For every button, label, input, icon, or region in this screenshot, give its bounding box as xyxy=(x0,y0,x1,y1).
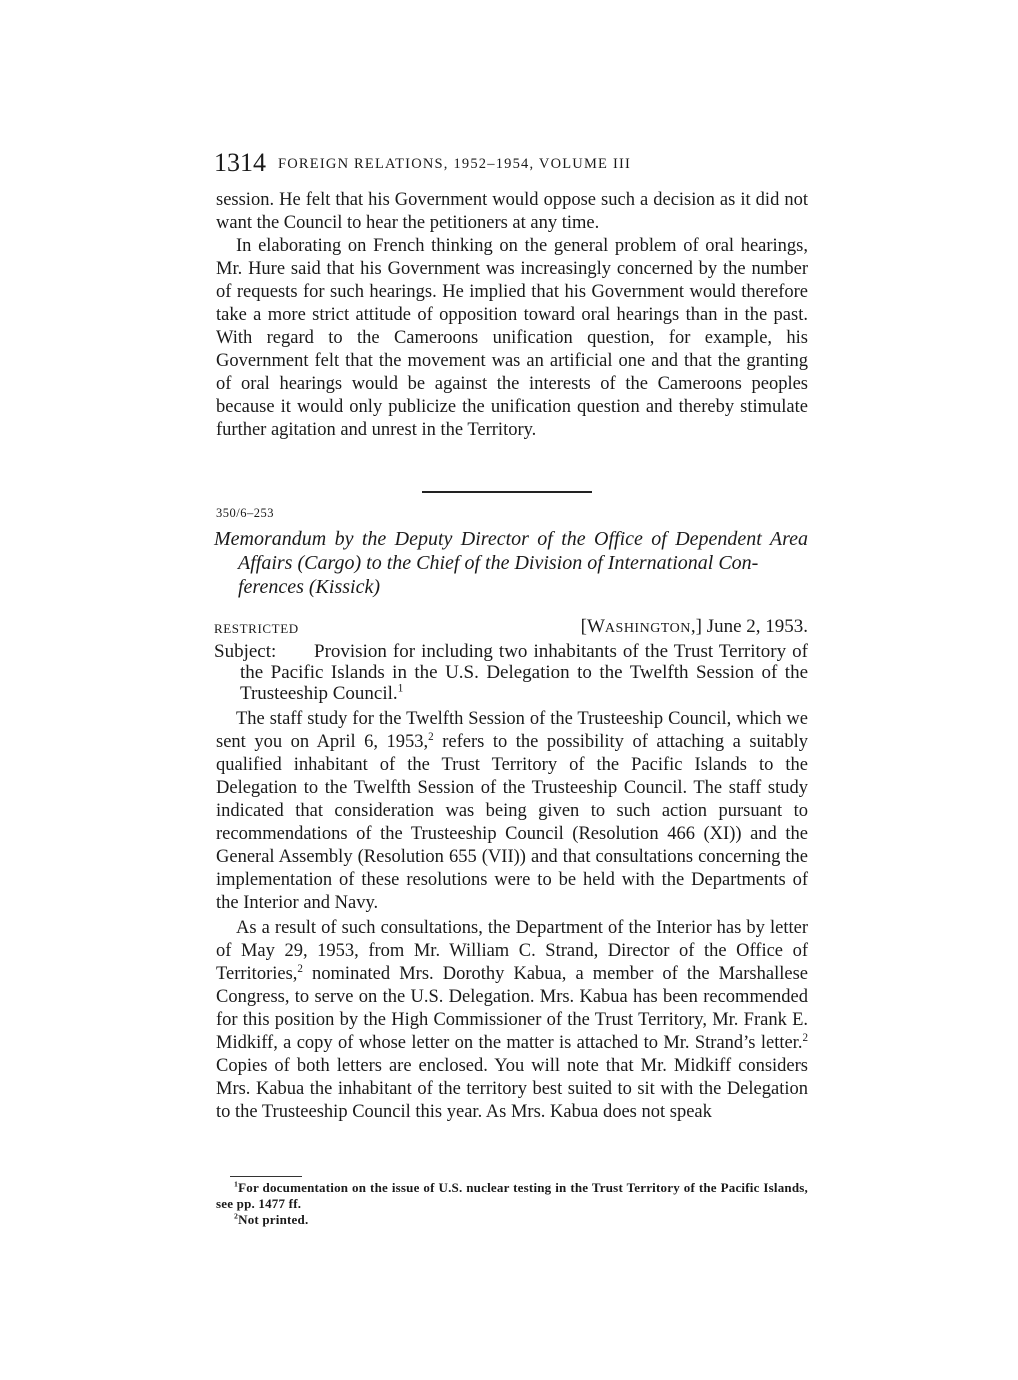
document-meta xyxy=(214,616,808,640)
document-title-line: Memorandum by the Deputy Director of the Office of Dependent Area xyxy=(214,528,808,550)
dateline: [WASHINGTON,] June 2, 1953. xyxy=(580,616,808,637)
memorandum-body xyxy=(216,708,808,1124)
footnote-ref: 2 xyxy=(428,730,434,743)
file-number: 350/6–253 xyxy=(216,506,274,520)
paragraph-oral-hearings: In elaborating on French thinking on the general problem of oral hearings, Mr. Hure said that his Government was increasingly concerned by the number of requests for such hearings. He implied that his Government would therefore take a more strict attitude of opposition toward oral hearings than in the past. With regard to the Cameroons unification question, for example, his Government felt that the movement was an artificial one and that the granting of oral hearings would be against the interests of the Cameroons peoples because it would only publicize the unification question and thereby stimulate further agitation and unrest in the Territory. xyxy=(216,236,808,440)
subject-text: Provision for including two inhabitants of the Trust Territory of the Pacific Islands in the U.S. Delegation to the Twelfth Session of the Trusteeship Council.$^1$ xyxy=(240,641,808,704)
paragraph-consultations: As a result of such consultations, the Department of the Interior has by letter of May 29, 1953, from Mr. William C. Strand, Director of the Office of Territories,$^2$ nominated Mrs. Dorothy Kabua, a member of the Marshallese Congress, to serve on the U.S. Delegation. Mrs. Kabua has been recommended for this position by the High Commissioner of the Trust Territory, Mr. Frank E. Midkiff, a copy of whose letter on the matter is attached to Mr. Strand’s letter.$^2$ Copies of both letters are enclosed. You will note that Mr. Midkiff considers Mrs. Kabua the inhabitant of the territory best suited to sit with the Delegation to the Trusteeship Council this year. As Mrs. Kabua does not speak xyxy=(216,918,808,1122)
document-title xyxy=(214,527,808,599)
section-divider xyxy=(422,491,592,493)
continued-text xyxy=(216,189,808,442)
footnote: $^2$Not printed. xyxy=(234,1211,309,1227)
subject-label: Subject: xyxy=(214,641,277,662)
footnote-divider xyxy=(230,1176,302,1177)
footnote-ref: 2 xyxy=(802,1031,808,1044)
running-header xyxy=(214,148,814,178)
classification-marking: RESTRICTED xyxy=(214,621,299,636)
footnote-ref: 1 xyxy=(397,682,404,695)
document-title-line: ferences (Kissick) xyxy=(238,576,380,598)
page-number: 1314 xyxy=(214,148,266,177)
document-title-line: Affairs (Cargo) to the Chief of the Division of International Con- xyxy=(238,552,759,574)
paragraph-staff-study: The staff study for the Twelfth Session of the Trusteeship Council, which we sent you on April 6, 1953,$^2$ refers to the possibility of attaching a suitably qualified inhabitant of the Trust Territory of the Pacific Islands to the Delegation to the Twelfth Session of the Trusteeship Council. The staff study indicated that consideration was being given to such action pursuant to recommendations of the Trusteeship Council (Resolution 466 (XI)) and the General Assembly (Resolution 655 (VII)) and that consultations concerning the implementation of these resolutions were to be held with the Departments of the Interior and Navy. xyxy=(216,709,808,913)
running-title: FOREIGN RELATIONS, 1952–1954, VOLUME III xyxy=(278,156,632,172)
footnote: $^1$For documentation on the issue of U.S. nuclear testing in the Trust Territory of the Pacific Islands, see pp. 1477 ff. xyxy=(216,1179,808,1211)
footnotes xyxy=(216,1180,808,1228)
subject-line xyxy=(214,641,808,704)
paragraph-continued: session. He felt that his Government would oppose such a decision as it did not want the Council to hear the petitioners at any time. xyxy=(216,190,808,233)
footnote-ref: 2 xyxy=(297,962,303,975)
